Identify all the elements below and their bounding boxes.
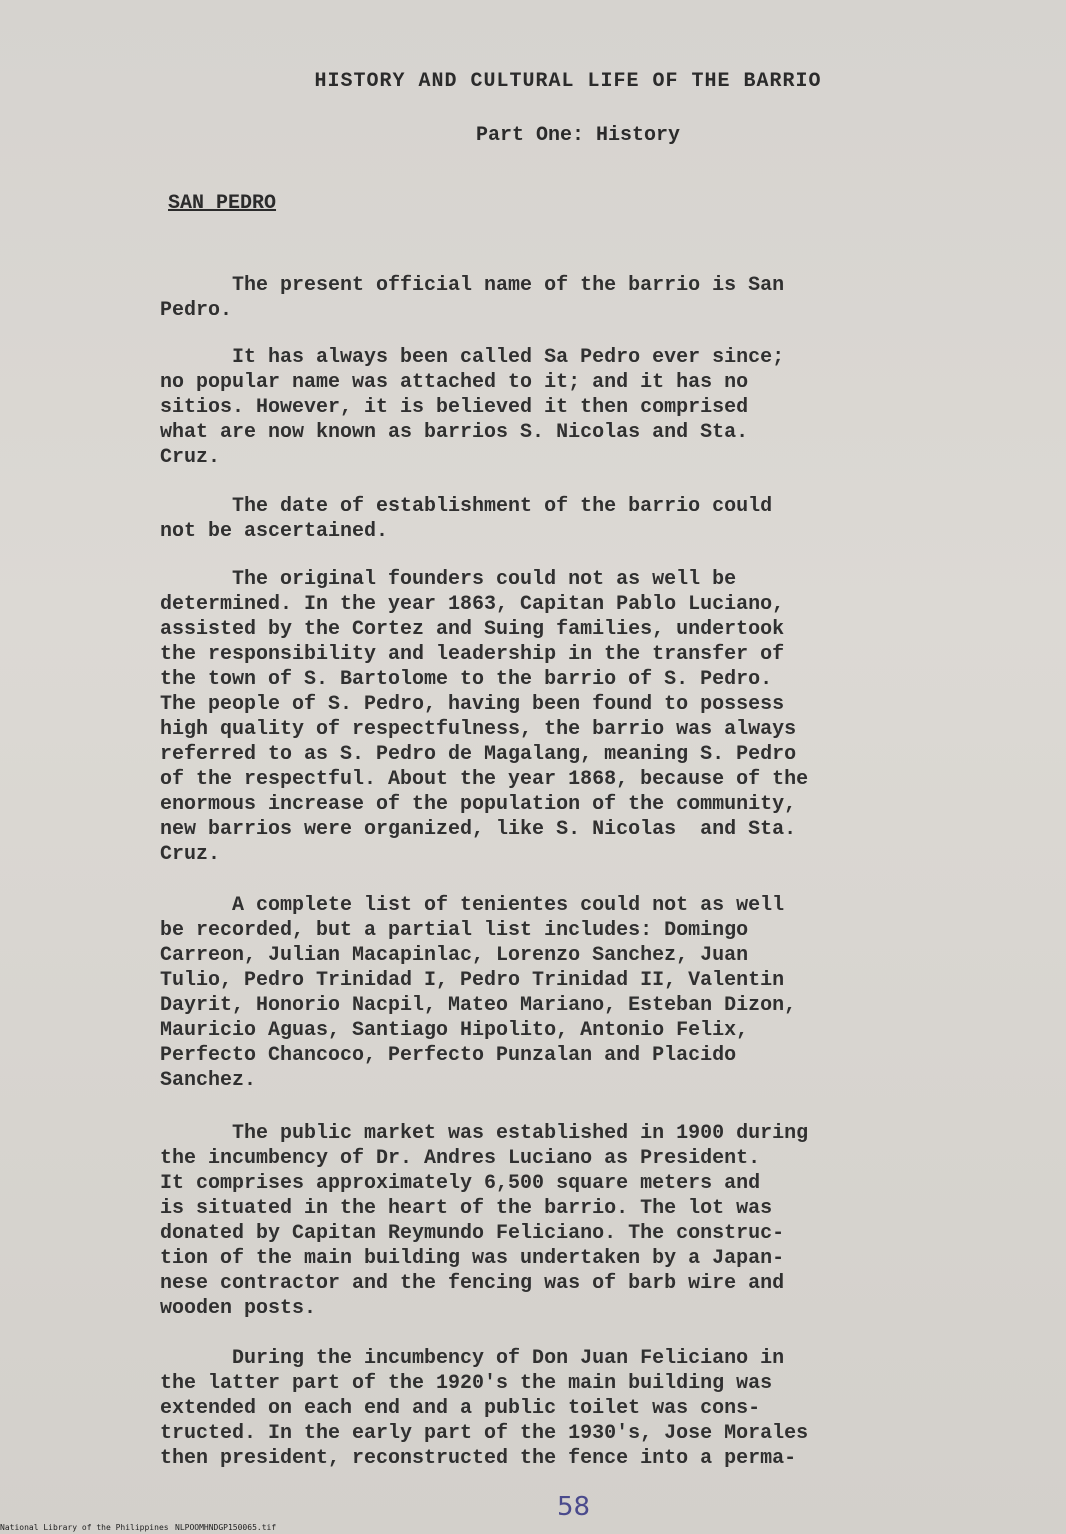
paragraph-establishment-date: The date of establishment of the barrio could not be ascertained. <box>160 495 773 543</box>
document-title: HISTORY AND CULTURAL LIFE OF THE BARRIO <box>314 70 822 93</box>
footer-source: National Library of the Philippines <box>0 1523 169 1532</box>
paragraph-tenientes: A complete list of tenientes could not as well be recorded, but a partial list includes: Domingo Carreon, Julian Macapinlac, Lorenzo Sanchez, Juan Tulio, Pedro Trinidad I, Pedro Trinidad II, Valentin Dayrit, Honorio Nacpil, Mateo Mariano, Esteban Dizon, Mauricio Aguas, Santiago Hipolito, Antonio Felix, Perfecto Chancoco, Perfecto Punzalan and Placido Sanchez. <box>160 894 797 1092</box>
paragraph-founders: The original founders could not as well be determined. In the year 1863, Capitan Pablo Luciano, assisted by the Cortez and Suing families, undertook the responsibility and leadership in the transfer of the town of S. Bartolome to the barrio of S. Pedro. The people of S. Pedro, having been found to possess high quality of respectfulness, the barrio was always referred to as S. Pedro de Magalang, meaning S. Pedro of the respectful. About the year 1868, because of the enormous increase of the population of the community, new barrios were organized, like S. Nicolas and Sta. Cruz. <box>160 568 809 866</box>
paragraph-public-market: The public market was established in 1900 during the incumbency of Dr. Andres Luciano as President. It comprises approximately 6,500 square meters and is situated in the heart of the barrio. The lot was donated by Capitan Reymundo Feliciano. The construc- tion of the main building was undertaken by a Japan- nese contractor and the fencing was of barb wire and wooden posts. <box>160 1122 809 1320</box>
footer-file-code: NLPOOMHNDGP150065.tif <box>175 1523 277 1532</box>
section-heading: SAN PEDRO <box>168 192 277 215</box>
paragraph-official-name: The present official name of the barrio is San Pedro. <box>160 274 785 322</box>
document-subtitle: Part One: History <box>475 124 681 147</box>
page-number: 58 <box>557 1492 591 1522</box>
paragraph-market-extension: During the incumbency of Don Juan Feliciano in the latter part of the 1920's the main building was extended on each end and a public toilet was cons- tructed. In the early part of the 1930's, Jose Morales then president, reconstructed the fence into a perma- <box>160 1347 809 1470</box>
paragraph-popular-name: It has always been called Sa Pedro ever since; no popular name was attached to it; and it has no sitios. However, it is believed it then comprised what are now known as barrios S. Nicolas and Sta. Cruz. <box>160 346 785 469</box>
